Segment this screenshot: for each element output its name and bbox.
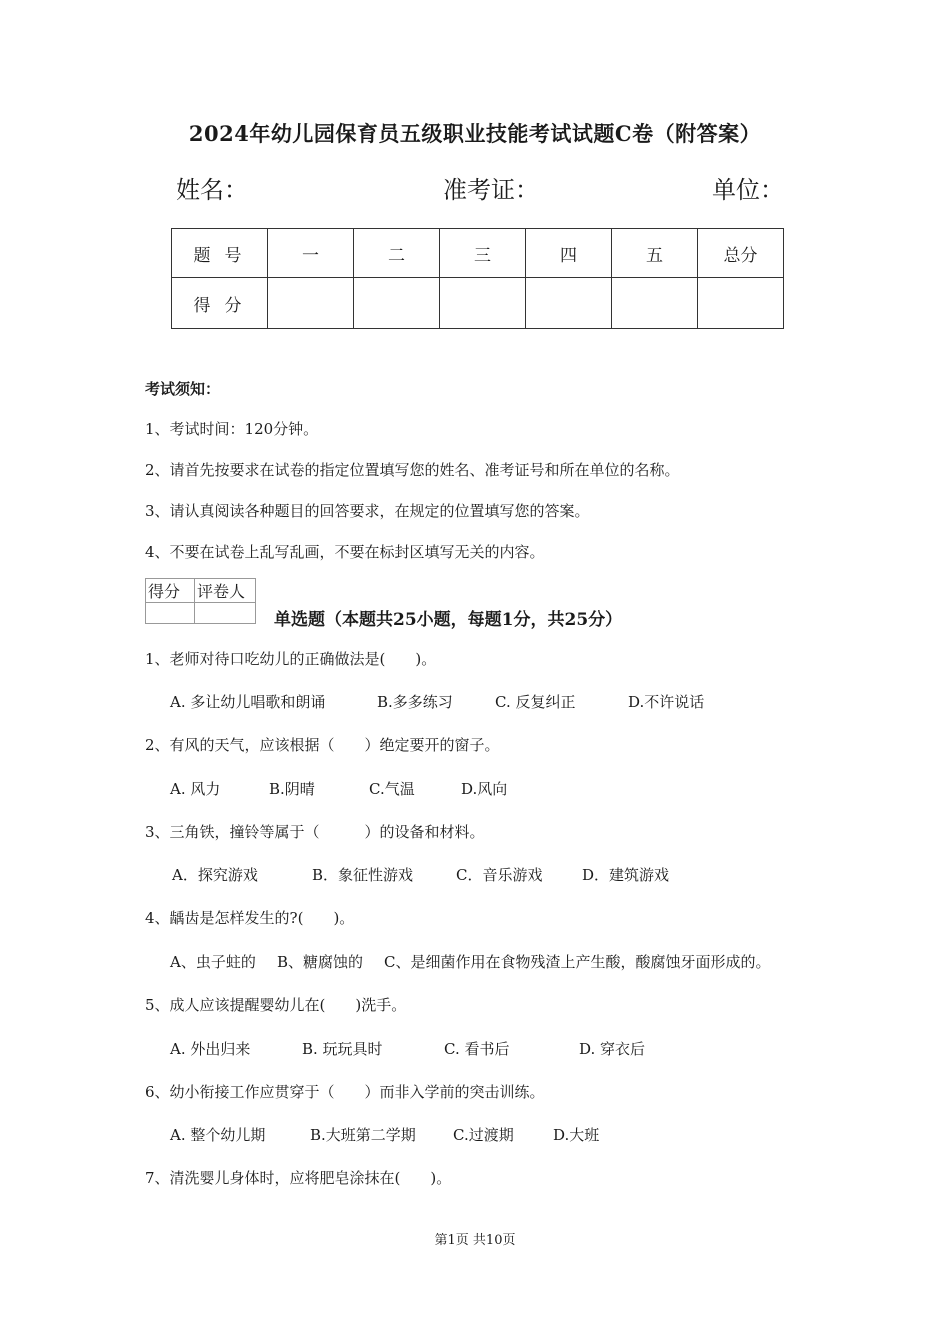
score-col-4: 四	[526, 229, 612, 278]
notice-item: 3、请认真阅读各种题目的回答要求，在规定的位置填写您的答案。	[145, 502, 590, 520]
question-stem: 3、三角铁，撞铃等属于（ ）的设备和材料。	[145, 823, 485, 841]
option[interactable]: A. 多让幼儿唱歌和朗诵	[170, 693, 326, 711]
grader-reviewer-cell[interactable]	[195, 603, 256, 624]
name-field-label: 姓名：	[176, 176, 248, 204]
grader-box	[145, 578, 256, 624]
option[interactable]: D.不许说话	[628, 693, 705, 711]
score-cell-4[interactable]	[526, 278, 612, 329]
option[interactable]: C、是细菌作用在食物残渣上产生酸，酸腐蚀牙面形成的。	[384, 953, 771, 971]
score-col-3: 三	[440, 229, 526, 278]
option[interactable]: B．象征性游戏	[312, 866, 414, 884]
option[interactable]: A. 整个幼儿期	[170, 1126, 266, 1144]
option[interactable]: A．探究游戏	[172, 866, 258, 884]
option[interactable]: B、糖腐蚀的	[277, 953, 364, 971]
unit-field-label: 单位：	[712, 176, 784, 204]
notice-title: 考试须知：	[145, 380, 221, 398]
score-cell-total[interactable]	[698, 278, 784, 329]
score-col-1: 一	[268, 229, 354, 278]
grader-reviewer-label: 评卷人	[195, 579, 256, 603]
option[interactable]: A. 外出归来	[170, 1040, 251, 1058]
exam-id-field-label: 准考证：	[443, 176, 539, 204]
score-cell-3[interactable]	[440, 278, 526, 329]
question-stem: 6、幼小衔接工作应贯穿于（ ）而非入学前的突击训练。	[145, 1083, 545, 1101]
score-label: 得分	[172, 278, 268, 329]
question-stem: 7、清洗婴儿身体时，应将肥皂涂抹在( )。	[145, 1169, 452, 1187]
score-table-score-row	[172, 278, 784, 329]
option[interactable]: D.风向	[461, 780, 508, 798]
score-cell-2[interactable]	[354, 278, 440, 329]
notice-item: 1、考试时间：120分钟。	[145, 420, 319, 438]
question-stem: 1、老师对待口吃幼儿的正确做法是( )。	[145, 650, 437, 668]
notice-item: 4、不要在试卷上乱写乱画，不要在标封区填写无关的内容。	[145, 543, 545, 561]
option[interactable]: B. 玩玩具时	[302, 1040, 383, 1058]
option[interactable]: B.阴晴	[269, 780, 315, 798]
question-stem: 2、有风的天气，应该根据（ ）绝定要开的窗子。	[145, 736, 500, 754]
score-table	[171, 228, 784, 329]
option[interactable]: A、虫子蛀的	[170, 953, 256, 971]
option[interactable]: C．音乐游戏	[456, 866, 543, 884]
option[interactable]: C. 看书后	[444, 1040, 510, 1058]
option[interactable]: C. 反复纠正	[495, 693, 576, 711]
option[interactable]: A. 风力	[170, 780, 221, 798]
question-stem: 5、成人应该提醒婴幼儿在( )洗手。	[145, 996, 407, 1014]
page-title: 2024年幼儿园保育员五级职业技能考试试题C卷（附答案）	[188, 121, 762, 146]
page-footer: 第1页 共10页	[434, 1233, 516, 1248]
option[interactable]: B.大班第二学期	[310, 1126, 416, 1144]
grader-score-cell[interactable]	[146, 603, 195, 624]
score-cell-5[interactable]	[612, 278, 698, 329]
option[interactable]: C.气温	[369, 780, 415, 798]
grader-score-label: 得分	[146, 579, 195, 603]
option[interactable]: C.过渡期	[453, 1126, 514, 1144]
score-col-total: 总分	[698, 229, 784, 278]
option[interactable]: D．建筑游戏	[582, 866, 670, 884]
score-col-5: 五	[612, 229, 698, 278]
score-table-header-row	[172, 229, 784, 278]
option[interactable]: B.多多练习	[377, 693, 453, 711]
section-title: 单选题（本题共25小题，每题1分，共25分）	[274, 610, 623, 630]
notice-item: 2、请首先按要求在试卷的指定位置填写您的姓名、准考证号和所在单位的名称。	[145, 461, 680, 479]
question-number-label: 题号	[172, 229, 268, 278]
option[interactable]: D. 穿衣后	[579, 1040, 646, 1058]
option[interactable]: D.大班	[553, 1126, 600, 1144]
score-col-2: 二	[354, 229, 440, 278]
score-cell-1[interactable]	[268, 278, 354, 329]
question-stem: 4、龋齿是怎样发生的?( )。	[145, 909, 355, 927]
